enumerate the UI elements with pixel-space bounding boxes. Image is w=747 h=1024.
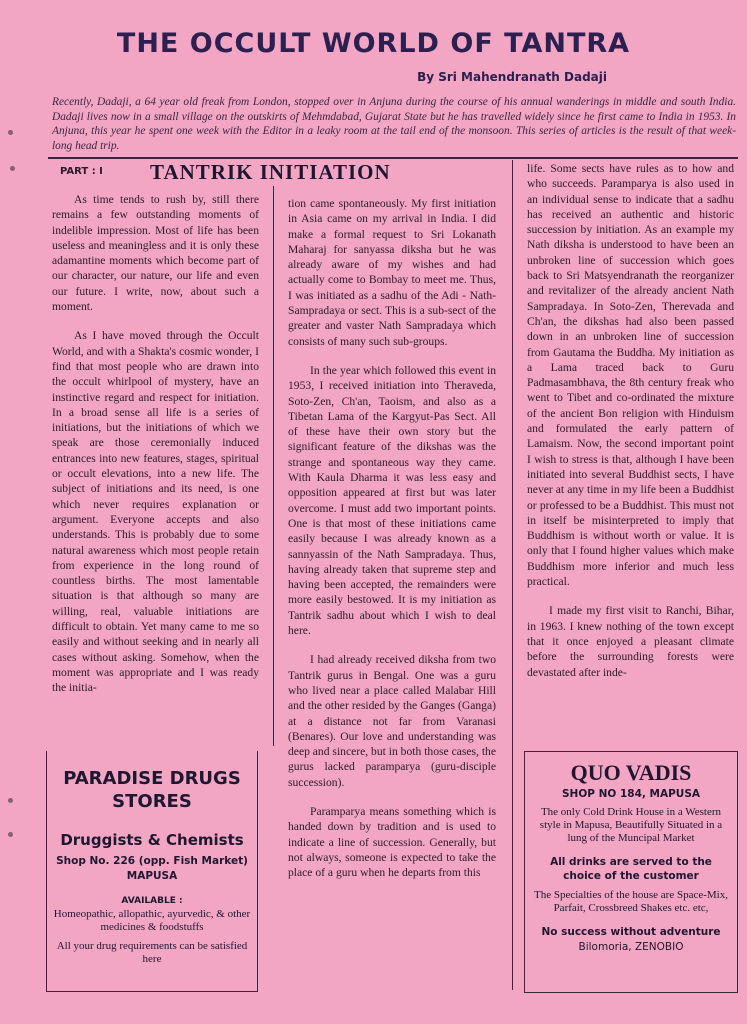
punch-hole (8, 832, 13, 837)
paragraph: tion came spontaneously. My first initiation in Asia came on my arrival in India. I did make a formal request to Sri Lokanath Maharaj for sanyassa diksha but he was already aware of my wishes and had actually come to Bombay to meet me. Thus, I was initiated as a sadhu of the Adi - Nath-Sampradaya or sect. This is a sub-sect of the greater and vaster Nath Sampradaya which consists of many such sub-groups. (288, 197, 496, 348)
paragraph: In the year which followed this event in 1953, I received initiation into Theraveda, Soto-Zen, Ch'an, Taoism, and also as a Tibetan Lama of the Kargyut-Pas Sect. All of these have their own story but the significant feature of the dikshas was the strange and spontaneous way they came. With Kaula Dharma it was less easy and opposition appeared at first but was later overcome. I must add two important points. One is that most of these initiations came easily because I was already known as a sannyassin of the Nath Sampradaya. Thus, having already taken that supreme step and having been accepted, the remainders were more easily bestowed. It is my initiation as Tantrik sadhu about which I wish to deal here. (288, 363, 496, 638)
advert-description: The only Cold Drink House in a Western style in Mapusa, Beautifully Situated in a lung of the Muncipal Market (539, 806, 723, 844)
article-heading: TANTRIK INITIATION (150, 160, 391, 184)
advert-shop: SHOP NO 184, MAPUSA (561, 788, 701, 800)
advert-name: STORES (112, 791, 192, 812)
advert-shop: Shop No. 226 (opp. Fish Market) (56, 855, 248, 867)
paradise-drugs-advert (46, 751, 258, 992)
paragraph: As I have moved through the Occult World, and with a Shakta's cosmic wonder, I find that most people who are drawn into the occult whirlpool of mystery, have an instinctive regard and respect for initiation. In a broad sense all life is a series of initiations, but the initiations of which we speak are those ceremonially induced entrances into new features, stages, spiritual or occult elevations, into a new life. The subject of initiations and its need, is one which never requires explanation or argument. Everyone accepts and also understands. This is probably due to some natural awareness which most people retain from experience in the long round of countless births. The most lamentable situation is that although so many are willing, real, valuable initiations are difficult to obtain. Yet many came to me so easily and without seeking and in nearly all cases without asking. Somehow, when the moment was appropriate and I was ready the initia- (52, 329, 259, 695)
byline: By Sri Mahendranath Dadaji (417, 70, 607, 84)
paragraph: Paramparya means something which is handed down by tradition and is used to indicate a line of succession. Generally, but not always, someone is expected to take the place of a guru when he departs from this (288, 804, 496, 880)
advert-drinks: All drinks are served to the choice of the customer (550, 856, 712, 882)
article-column-2 (288, 196, 496, 894)
article-column-3 (527, 161, 734, 694)
punch-hole (8, 130, 13, 135)
article-column-1 (52, 192, 259, 710)
advert-town: MAPUSA (126, 870, 178, 882)
advert-requirements: All your drug requirements can be satisfied here (56, 940, 248, 965)
advert-available-text: Homeopathic, allopathic, ayurvedic, & other medicines & foodstuffs (53, 908, 251, 933)
punch-hole (8, 798, 13, 803)
advert-tagline: No success without adventure (541, 926, 721, 938)
column-divider (273, 186, 274, 746)
intro-paragraph: Recently, Dadaji, a 64 year old freak from London, stopped over in Anjuna during the course of his annual wanderings in middle and south India. Dadaji lives now in a small village on the outskirts of Mehmdabad, Gujarat State but he has travelled widely since he first came to India in 1953. In Anjuna, this year he spent one week with the Editor in a leaky room at the tail end of the monsoon. This series of articles is the result of that week-long head trip. (52, 96, 736, 152)
header-divider (48, 157, 738, 159)
advert-subtitle: Druggists & Chemists (60, 831, 244, 849)
advert-name: PARADISE DRUGS (63, 768, 241, 789)
page-title: THE OCCULT WORLD OF TANTRA (116, 28, 631, 59)
advert-specialties: The Specialties of the house are Space-Mix, Parfait, Crossbreed Shakes etc. etc, (534, 889, 728, 914)
paragraph: I had already received diksha from two Tantrik gurus in Bengal. One was a guru who lived near a place called Malabar Hill and the other resided by the Ganges (Ganga) at a distance not far from Varanasi (Benares). Our love and understanding was deep and sincere, but in both those cases, the gurus lacked paramparya (guru-disciple succession). (288, 653, 496, 789)
paragraph: life. Some sects have rules as to how and who succeeds. Paramparya is also used in an individual sense to indicate that a sadhu has received an authentic and historic succession by initiation. As an example my Nath diksha is understood to have been an unbroken line of succession which goes back to Sri Matsyendranath the reorganizer and revitalizer of the already ancient Nath Sampradaya. In Soto-Zen, Therevada and Ch'an, the dikshas had also been passed down in an unbroken line of succession from Gautama the Buddha. My initiation as a Lama traced back to Guru Padmasambhava, the 8th century freak who went to Tibet and co-ordinated the mixture of the ancient Bon religion with Hinduism and formulated the early pattern of Lamaism. Now, the second important point I wish to stress is that, although I have been initiated into several Buddhist sects, I have never at any time in my life been a Buddhist or professed to be a Buddhist. This must not in itself be misinterpreted to imply that Buddhism is without worth or value. It is only that I found higher values which make Buddhism more inferior and much less practical. (527, 162, 734, 589)
advert-name: QUO VADIS (570, 760, 692, 785)
quo-vadis-advert (524, 751, 738, 993)
paragraph: As time tends to rush by, still there remains a few outstanding moments of indelible impression. Most of life has been useless and meaningless and it is only these adamantine moments which become part of our character, our nature, our life and even our future. I write, now, about such a moment. (52, 193, 259, 314)
advert-footer: Bilomoria, ZENOBIO (578, 941, 684, 953)
advert-available-label: AVAILABLE : (121, 896, 183, 906)
paragraph: I made my first visit to Ranchi, Bihar, in 1963. I knew nothing of the town except that it once enjoyed a pleasant climate before the surrounding forests were devastated after inde- (527, 604, 734, 679)
punch-hole (10, 166, 15, 171)
part-label: PART : I (60, 166, 103, 177)
column-divider (512, 160, 513, 990)
